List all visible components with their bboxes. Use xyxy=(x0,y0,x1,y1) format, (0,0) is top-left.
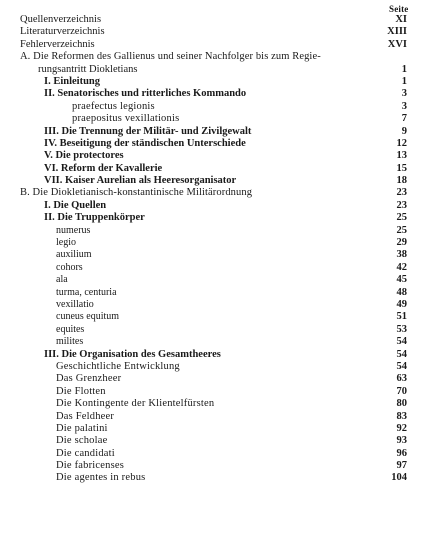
toc-entry-page: 51 xyxy=(396,311,407,323)
toc-entry-title: Fehlerverzeichnis xyxy=(20,38,95,50)
toc-entry xyxy=(0,51,437,63)
toc-entry-page: 54 xyxy=(396,348,407,360)
toc-entry-title: praefectus legionis xyxy=(72,100,155,112)
toc-entry-title: rungsantritt Diokletians xyxy=(38,63,138,75)
toc-entry xyxy=(0,113,437,125)
toc-entry-page: 7 xyxy=(401,113,407,125)
toc-entry-title: A. Die Reformen des Gallienus und seiner Nachfolger bis zum Regie- xyxy=(20,51,321,63)
toc-entry-page: XIII xyxy=(387,26,407,38)
toc-entry xyxy=(0,138,437,150)
toc-entry xyxy=(0,460,437,472)
toc-entry-page: 1 xyxy=(401,63,407,75)
toc-entry-page: 25 xyxy=(396,224,407,236)
toc-entry xyxy=(0,324,437,336)
toc-entry xyxy=(0,386,437,398)
toc-entry xyxy=(0,373,437,385)
toc-entry-title: Quellenverzeichnis xyxy=(20,14,102,25)
toc-entry xyxy=(0,249,437,261)
toc-entry xyxy=(0,262,437,274)
toc-entry-page: 104 xyxy=(391,472,407,484)
page-column-header: Seite xyxy=(389,4,409,14)
toc-entry xyxy=(0,150,437,162)
toc-entry-page: 97 xyxy=(396,460,407,472)
toc-entry-title: Literaturverzeichnis xyxy=(20,26,105,38)
toc-entry xyxy=(0,237,437,249)
toc-entry xyxy=(0,299,437,311)
toc-entry xyxy=(0,472,437,484)
toc-entry xyxy=(0,274,437,286)
toc-entry-page: 9 xyxy=(401,125,407,137)
toc-entry-page: 63 xyxy=(396,373,407,385)
toc-entry-title: B. Die Diokletianisch-konstantinische Militärordnung xyxy=(20,187,253,199)
toc-entry-page: 54 xyxy=(396,360,407,372)
toc-entry-title: Die palatini xyxy=(56,422,108,434)
toc-entry-page: 53 xyxy=(396,323,407,335)
toc-entry-page: 23 xyxy=(396,187,407,199)
toc-entry xyxy=(0,39,437,51)
toc-entry xyxy=(0,187,437,199)
toc-entry-title: cohors xyxy=(56,261,83,273)
toc-entry-title: Geschichtliche Entwicklung xyxy=(56,360,180,372)
toc-entry-page: 70 xyxy=(396,385,407,397)
toc-entry xyxy=(0,336,437,348)
toc-entry-page: 54 xyxy=(396,336,407,348)
toc-entry xyxy=(0,64,437,76)
toc-entry-title: Die Flotten xyxy=(56,385,106,397)
toc-entry-page: 48 xyxy=(396,286,407,298)
toc-entry xyxy=(0,411,437,423)
toc-entry-title: Das Feldheer xyxy=(56,410,115,422)
toc-entry xyxy=(0,101,437,113)
toc-entry xyxy=(0,435,437,447)
toc-entry-title: VI. Reform der Kavallerie xyxy=(44,162,163,174)
toc-entry-page: 96 xyxy=(396,447,407,459)
toc-entry-title: Das Grenzheer xyxy=(56,373,122,385)
toc-entry-page: 80 xyxy=(396,398,407,410)
toc-entry-title: II. Senatorisches und ritterliches Kommando xyxy=(44,88,247,100)
toc-entry-page: 49 xyxy=(396,298,407,310)
toc-entry xyxy=(0,200,437,212)
toc-entry-page: 38 xyxy=(396,249,407,261)
toc-entry xyxy=(0,175,437,187)
toc-entry xyxy=(0,361,437,373)
toc-entry-page: 42 xyxy=(396,261,407,273)
toc-entry-page: 25 xyxy=(396,212,407,224)
toc-entry-page: XVI xyxy=(387,38,407,50)
toc-entry xyxy=(0,349,437,361)
toc-entry-title: I. Einleitung xyxy=(44,75,101,87)
toc-entry-title: Die fabricenses xyxy=(56,460,125,472)
toc-entry xyxy=(0,212,437,224)
toc-entry xyxy=(0,311,437,323)
toc-entry-title: Die candidati xyxy=(56,447,115,459)
toc-entry-title: Die Kontingente der Klientelfürsten xyxy=(56,398,215,410)
toc-entry-page: 1 xyxy=(401,75,407,87)
toc-entry-title: Die scholae xyxy=(56,435,108,447)
toc-entry-page: XI xyxy=(395,14,407,25)
toc-entry-page: 18 xyxy=(396,175,407,187)
toc-entry-title: VII. Kaiser Aurelian als Heeresorganisator xyxy=(44,175,237,187)
toc-entry-title: I. Die Quellen xyxy=(44,199,107,211)
toc-entry-page: 29 xyxy=(396,237,407,249)
toc-entry-page: 92 xyxy=(396,422,407,434)
toc-entry-page: 12 xyxy=(396,137,407,149)
toc-entry xyxy=(0,26,437,38)
toc-entry xyxy=(0,225,437,237)
toc-entry-title: IV. Beseitigung der ständischen Unterschiede xyxy=(44,137,246,149)
toc-entry xyxy=(0,423,437,435)
toc-entry xyxy=(0,398,437,410)
toc-entry-title: III. Die Trennung der Militär- und Zivilgewalt xyxy=(44,125,252,137)
toc-entry-title: turma, centuria xyxy=(56,286,117,298)
toc-entry-title: milites xyxy=(56,336,84,348)
toc-entry-title: II. Die Truppenkörper xyxy=(44,212,145,224)
toc-entry-title: auxilium xyxy=(56,249,92,261)
toc-entry xyxy=(0,88,437,100)
toc-entry-page: 83 xyxy=(396,410,407,422)
toc-entry xyxy=(0,287,437,299)
toc-entry-page: 13 xyxy=(396,150,407,162)
toc-entry xyxy=(0,14,437,26)
toc-entry xyxy=(0,126,437,138)
toc-entry-title: praepositus vexillationis xyxy=(72,113,180,125)
toc-entry xyxy=(0,448,437,460)
toc-entry-title: III. Die Organisation des Gesamtheeres xyxy=(44,348,221,360)
toc-entry xyxy=(0,163,437,175)
toc-entry-title: ala xyxy=(56,274,68,286)
toc-entry-page: 45 xyxy=(396,274,407,286)
table-of-contents xyxy=(0,14,437,485)
toc-entry-page: 3 xyxy=(401,88,407,100)
toc-entry-title: V. Die protectores xyxy=(44,150,124,162)
toc-entry-title: numerus xyxy=(56,224,91,236)
toc-entry-page: 3 xyxy=(401,100,407,112)
toc-entry-title: Die agentes in rebus xyxy=(56,472,146,484)
toc-entry-page: 93 xyxy=(396,435,407,447)
toc-entry-title: equites xyxy=(56,323,85,335)
toc-entry xyxy=(0,76,437,88)
toc-entry-title: cuneus equitum xyxy=(56,311,120,323)
toc-entry-page: 15 xyxy=(396,162,407,174)
toc-entry-title: legio xyxy=(56,237,76,249)
toc-entry-title: vexillatio xyxy=(56,298,94,310)
toc-entry-page: 23 xyxy=(396,199,407,211)
